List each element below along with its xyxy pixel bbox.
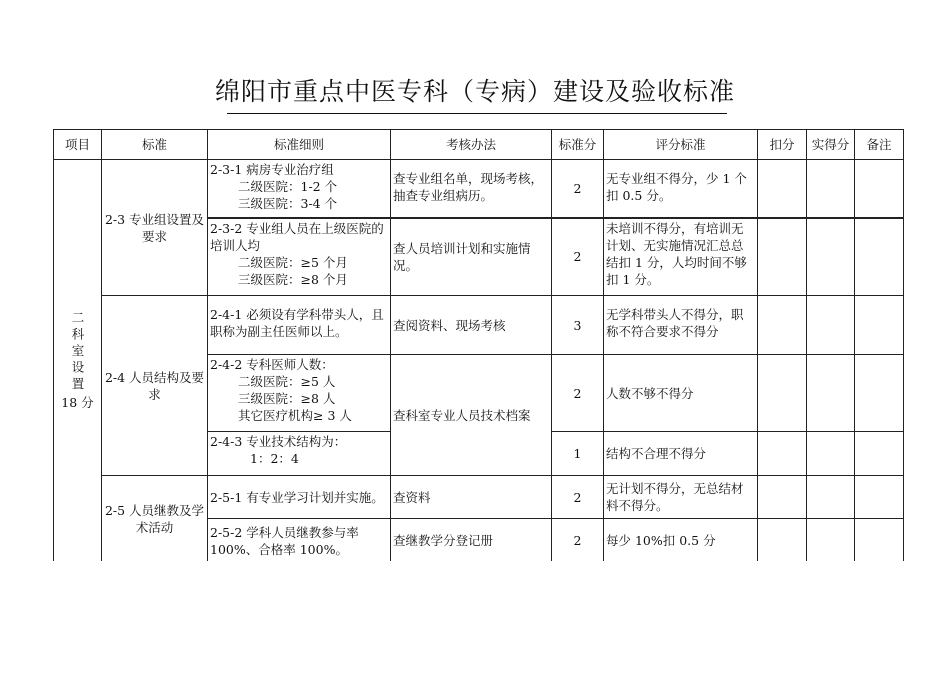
score-cell: 2 xyxy=(552,476,604,519)
detail-line: 三级医院：≥8 人 xyxy=(238,391,336,406)
detail-cell: 2-5-1 有专业学习计划并实施。 xyxy=(208,476,391,519)
detail-cell xyxy=(208,355,391,432)
detail-line: 其它医疗机构≥ 3 人 xyxy=(238,408,352,423)
table-row xyxy=(54,476,904,519)
standard-cell: 2-3 专业组设置及要求 xyxy=(102,160,208,296)
deduction-cell xyxy=(758,476,807,519)
actual-score-cell xyxy=(807,519,855,563)
detail-line: 三级医院：≥8 个月 xyxy=(238,271,348,287)
actual-score-cell xyxy=(807,432,855,476)
method-cell: 查继教学分登记册 xyxy=(391,519,552,563)
remarks-cell xyxy=(855,432,904,476)
standard-cell: 2-5 人员继教及学术活动 xyxy=(102,476,208,563)
actual-score-cell xyxy=(807,218,855,296)
project-cell xyxy=(54,160,102,563)
deduction-cell xyxy=(758,296,807,355)
remarks-cell xyxy=(855,355,904,432)
detail-head: 2-4-2 专科医师人数： xyxy=(210,357,334,372)
score-cell: 2 xyxy=(552,519,604,563)
score-cell: 1 xyxy=(552,432,604,476)
score-cell: 3 xyxy=(552,296,604,355)
actual-score-cell xyxy=(807,160,855,218)
standards-table xyxy=(53,129,904,563)
remarks-cell xyxy=(855,519,904,563)
header-row xyxy=(54,130,904,160)
method-cell: 查阅资料、现场考核 xyxy=(391,296,552,355)
method-cell: 查科室专业人员技术档案 xyxy=(391,355,552,476)
detail-cell xyxy=(208,432,391,476)
header-criteria: 评分标准 xyxy=(604,130,758,160)
detail-cell: 2-5-2 学科人员继教参与率 100%、合格率 100%。 xyxy=(208,519,391,563)
deduction-cell xyxy=(758,355,807,432)
score-cell: 2 xyxy=(552,355,604,432)
header-remarks: 备注 xyxy=(855,130,904,160)
project-name: 二科室设置 xyxy=(70,311,85,394)
remarks-cell xyxy=(855,218,904,296)
detail-line: 二级医院：≥5 个月 xyxy=(238,254,348,270)
table-row xyxy=(54,160,904,218)
criteria-cell: 每少 10%扣 0.5 分 xyxy=(604,519,758,563)
detail-head: 2-3-2 专业组人员在上级医院的培训人均 xyxy=(210,220,384,253)
deduction-cell xyxy=(758,160,807,218)
detail-line: 三级医院：3-4 个 xyxy=(238,196,338,211)
table-row xyxy=(54,296,904,355)
header-actual-score: 实得分 xyxy=(807,130,855,160)
header-deduction: 扣分 xyxy=(758,130,807,160)
detail-line: 二级医院：1-2 个 xyxy=(238,179,338,194)
remarks-cell xyxy=(855,160,904,218)
score-cell: 2 xyxy=(552,218,604,296)
header-score: 标准分 xyxy=(552,130,604,160)
detail-head: 2-4-3 专业技术结构为： xyxy=(210,434,347,449)
project-score: 18 分 xyxy=(61,394,94,410)
deduction-cell xyxy=(758,432,807,476)
remarks-cell xyxy=(855,476,904,519)
actual-score-cell xyxy=(807,355,855,432)
score-cell: 2 xyxy=(552,160,604,218)
header-project: 项目 xyxy=(54,130,102,160)
method-cell: 查资料 xyxy=(391,476,552,519)
standard-cell: 2-4 人员结构及要求 xyxy=(102,296,208,476)
remarks-cell xyxy=(855,296,904,355)
detail-line: 二级医院：≥5 人 xyxy=(238,374,336,389)
actual-score-cell xyxy=(807,476,855,519)
detail-cell xyxy=(208,218,391,296)
criteria-cell: 未培训不得分，有培训无计划、无实施情况汇总总结扣 1 分，人均时间不够扣 1 分。 xyxy=(604,218,758,296)
deduction-cell xyxy=(758,218,807,296)
header-method: 考核办法 xyxy=(391,130,552,160)
criteria-cell: 无学科带头人不得分，职称不符合要求不得分 xyxy=(604,296,758,355)
header-detail: 标准细则 xyxy=(208,130,391,160)
criteria-cell: 结构不合理不得分 xyxy=(604,432,758,476)
document-title: 绵阳市重点中医专科（专病）建设及验收标准 xyxy=(214,77,735,106)
header-standard: 标准 xyxy=(102,130,208,160)
detail-cell xyxy=(208,160,391,218)
title-underline xyxy=(227,113,727,114)
detail-cell: 2-4-1 必须设有学科带头人，且职称为副主任医师以上。 xyxy=(208,296,391,355)
method-cell: 查专业组名单，现场考核，抽查专业组病历。 xyxy=(391,160,552,218)
page-blank-area xyxy=(0,561,950,673)
detail-head: 2-3-1 病房专业治疗组 xyxy=(210,162,334,177)
criteria-cell: 人数不够不得分 xyxy=(604,355,758,432)
method-cell: 查人员培训计划和实施情况。 xyxy=(391,218,552,296)
criteria-cell: 无专业组不得分，少 1 个扣 0.5 分。 xyxy=(604,160,758,218)
deduction-cell xyxy=(758,519,807,563)
actual-score-cell xyxy=(807,296,855,355)
criteria-cell: 无计划不得分，无总结材料不得分。 xyxy=(604,476,758,519)
detail-line: 1：2：4 xyxy=(250,451,299,466)
